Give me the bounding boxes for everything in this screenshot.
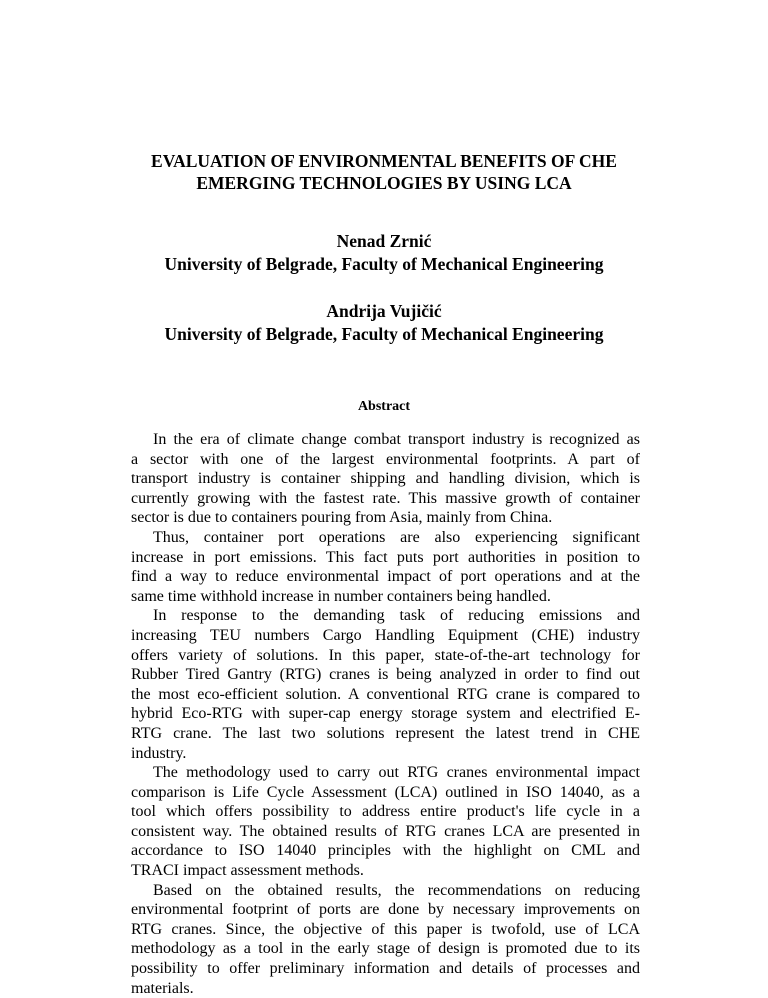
text-line: TRACI impact assessment methods. (131, 862, 364, 880)
text-line: tool which offers possibility to address entire product's life cycle in a (131, 803, 640, 821)
abstract-heading: Abstract (357, 399, 411, 414)
text-line: RTG crane. The last two solutions represent the latest trend in CHE (131, 724, 640, 742)
abstract-paragraph (131, 763, 640, 881)
text-line: find a way to reduce environmental impact of port operations and at the (131, 568, 640, 586)
text-line: Thus, container port operations are also experiencing significant (153, 528, 640, 546)
abstract-body (131, 430, 640, 998)
author-block (0, 300, 768, 346)
author-block (0, 230, 768, 276)
paper-title (0, 150, 768, 194)
author-affiliation: University of Belgrade, Faculty of Mechanical Engineering (164, 324, 604, 344)
text-line: a sector with one of the largest environmental footprints. A part of (131, 450, 640, 468)
text-line: In the era of climate change combat transport industry is recognized as (153, 431, 640, 448)
abstract-paragraph (131, 606, 640, 763)
text-line: increase in port emissions. This fact puts port authorities in position to (131, 548, 640, 566)
title-line: EMERGING TECHNOLOGIES BY USING LCA (196, 173, 572, 193)
text-line: possibility to offer preliminary information and details of processes and (131, 960, 640, 978)
abstract-paragraph (131, 430, 640, 528)
text-line: hybrid Eco-RTG with super-cap energy storage system and electrified E- (131, 705, 640, 723)
text-line: materials. (131, 979, 194, 997)
text-line: environmental footprint of ports are done by necessary improvements on (131, 901, 640, 919)
author-name: Andrija Vujičić (326, 301, 442, 321)
text-line: comparison is Life Cycle Assessment (LCA) outlined in ISO 14040, as a (131, 783, 640, 801)
text-line: Rubber Tired Gantry (RTG) cranes is being analyzed in order to find out (131, 666, 640, 684)
abstract-paragraph (131, 528, 640, 606)
text-line: In response to the demanding task of reducing emissions and (153, 607, 640, 625)
abstract-paragraph (131, 881, 640, 998)
text-line: the most eco-efficient solution. A conventional RTG crane is compared to (131, 685, 640, 703)
text-line: offers variety of solutions. In this paper, state-of-the-art technology for (131, 646, 640, 664)
author-affiliation: University of Belgrade, Faculty of Mechanical Engineering (164, 254, 604, 274)
text-line: currently growing with the fastest rate. This massive growth of container (131, 489, 640, 507)
text-line: Based on the obtained results, the recommendations on reducing (153, 881, 640, 899)
text-line: sector is due to containers pouring from Asia, mainly from China. (131, 509, 553, 527)
text-line: The methodology used to carry out RTG cranes environmental impact (153, 764, 640, 782)
text-line: accordance to ISO 14040 principles with the highlight on CML and (131, 842, 640, 860)
text-line: increasing TEU numbers Cargo Handling Equipment (CHE) industry (131, 626, 640, 644)
text-line: consistent way. The obtained results of RTG cranes LCA are presented in (131, 822, 640, 840)
text-line: transport industry is container shipping and handling division, which is (131, 470, 640, 488)
text-line: methodology as a tool in the early stage of design is promoted due to its (131, 940, 640, 958)
author-name: Nenad Zrnić (336, 231, 432, 251)
text-line: same time withhold increase in number containers being handled. (131, 587, 551, 605)
title-line: EVALUATION OF ENVIRONMENTAL BENEFITS OF CHE (151, 151, 617, 171)
text-line: industry. (131, 744, 187, 762)
text-line: RTG cranes. Since, the objective of this paper is twofold, use of LCA (131, 920, 640, 938)
